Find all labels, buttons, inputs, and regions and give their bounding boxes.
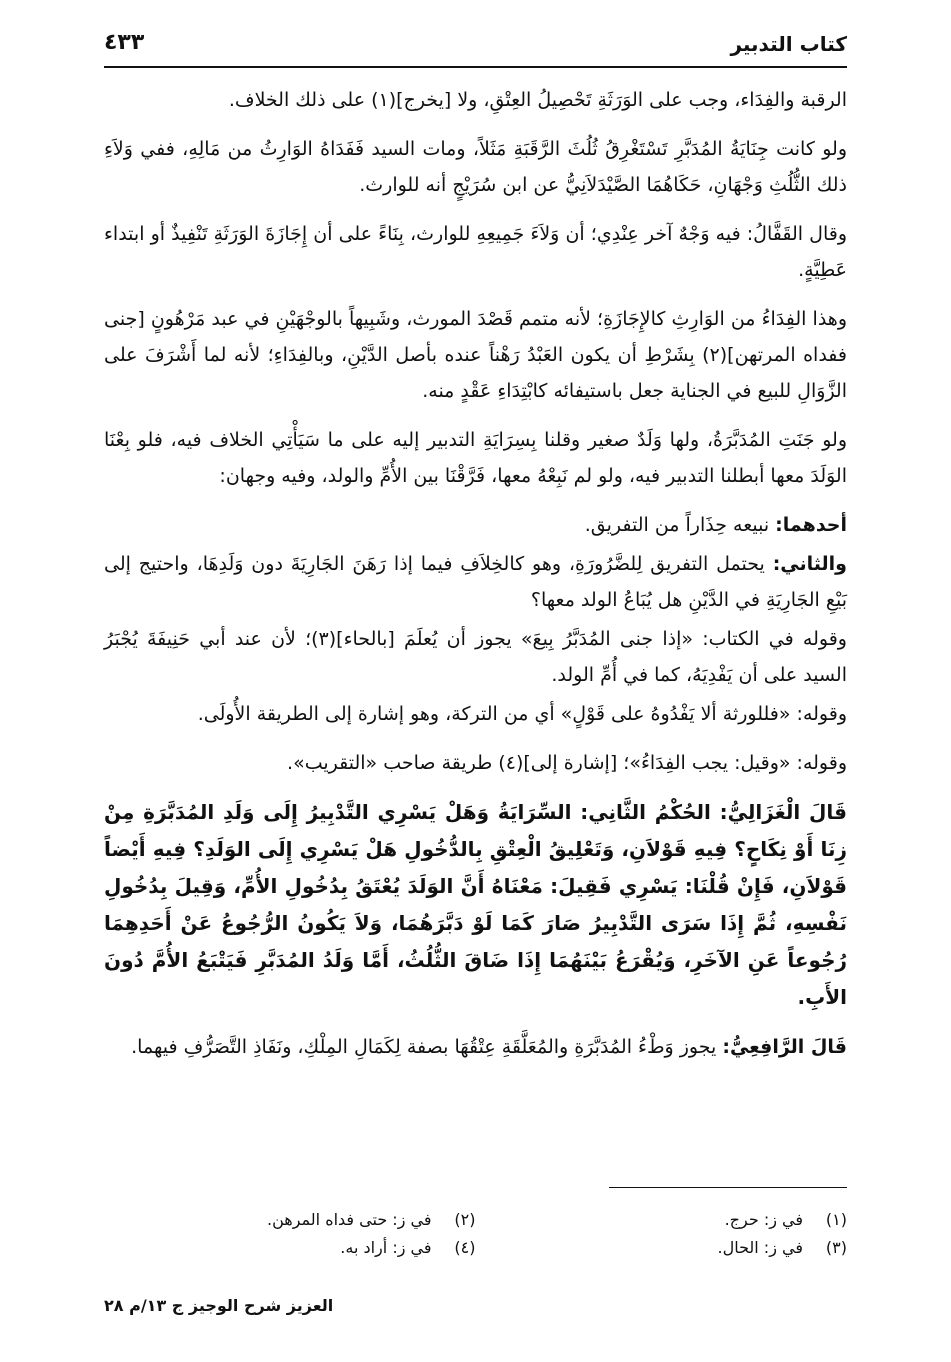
footnote-row [104,1234,847,1262]
paragraph-rafii [104,1029,847,1065]
rafii-lead: قَالَ الرَّافِعِيُّ: [722,1036,847,1058]
first-view-lead: أحدهما: [775,514,847,536]
footnote [104,1206,476,1234]
footnote-row [104,1206,847,1234]
page-footer: العزيز شرح الوجيز ج ١٣/م ٢٨ [104,1296,334,1315]
footnote-text: في ز: حرج. [724,1210,803,1229]
footnote-text: في ز: أراد به. [340,1238,432,1257]
paragraph: الرقبة والفِدَاء، وجب على الوَرَثَةِ تَحْصِيلُ العِتْقِ، ولا [يخرج](١) على ذلك الخلاف. [228,89,847,111]
footnote [476,1206,848,1234]
footnote-number: (٤) [454,1238,476,1257]
rafii-text: يجوز وَطْءُ المُدَبَّرَةِ والمُعَلَّقَةِ عِتْقُهَا بصفة لِكَمَالِ المِلْكِ، ونَفَاذِ التَّصَرُّفِ فيهما. [131,1036,723,1058]
footnote-text: في ز: حتى فداه المرهن. [267,1210,432,1229]
paragraph: وقوله: «وقيل: يجب الفِدَاءُ»؛ [إشارة إلى](٤) طريقة صاحب «التقريب». [287,752,847,774]
ghazali-text: قَالَ الْغَزَالِيُّ: الحُكْمُ الثَّانِي: السِّرَايَةُ وَهَلْ يَسْرِي التَّدْبِيرُ إِلَى وَلَدِ المُدَبَّرَةِ مِنْ زِنَا أَوْ نِكَاحٍ؟ فِيهِ قَوْلاَنِ، وَتَعْلِيقُ الْعِتْقِ بِالدُّخُولِ هَلْ يَسْرِي إِلَى الوَلَدِ؟ فِيهِ أَيْضاً قَوْلاَنِ، فَإِنْ قُلْنَا: يَسْرِي فَقِيلَ: مَعْنَاهُ أَنَّ الوَلَدَ يُعْتَقُ بِدُخُولِ الأُمِّ، وَقِيلَ بِدُخُولِ نَفْسِهِ، ثُمَّ إِذَا سَرَى التَّدْبِيرُ صَارَ كَمَا لَوْ دَبَّرَهُمَا، وَلاَ يَكُونُ الرُّجُوعُ عَنْ أَحَدِهِمَا رُجُوعاً عَنِ الآخَرِ، وَيُقْرَعُ بَيْنَهُمَا إِذَا ضَاقَ الثُّلُثُ، أَمَّا وَلَدُ المُدَبَّرِ فَيَتْبَعُ الأُمَّ دُونَ الأَبِ. [104,800,847,1009]
first-view-text: نبيعه حِذَاراً من التفريق. [584,514,776,536]
paragraph: ولو كانت جِنَايَةُ المُدَبَّرِ تَسْتَغْرِقُ ثُلُثَ الرَّقَبَةِ مَثَلاً، ومات السيد فَفَدَاهُ الوَارِثُ من مَالِهِ، ففي وَلاَءِ ذلك الثُّلُثِ وَجْهَانِ، حَكَاهُمَا الصَّيْدَلاَنِيُّ عن ابن سُرَيْجٍ أنه للوارث. [104,138,847,196]
page-header [104,26,847,66]
paragraph-second-view [104,546,847,618]
footnote [476,1234,848,1262]
paragraph-first-view [104,507,847,543]
second-view-lead: والثاني: [772,553,847,575]
paragraph: وقال القَفَّالُ: فيه وَجْهٌ آخر عِنْدِي؛ أن وَلاَءَ جَمِيعِهِ للوارث، بِنَاءً على أن إِجَازَةَ الوَرَثَةِ تَنْفِيذٌ أو ابتداء عَطِيَّةٍ. [104,223,847,281]
paragraph: وقوله: «فللورثة ألا يَفْدُوهُ على قَوْلٍ» أي من التركة، وهو إشارة إلى الطريقة الأُولَى. [197,703,847,725]
footnote-number: (٢) [454,1210,476,1229]
header-rule [104,66,847,68]
paragraph: وقوله في الكتاب: «إذا جنى المُدَبَّرُ بِيعَ» يجوز أن يُعلَمَ [بالحاء](٣)؛ لأن عند أبي حَنِيفَةَ يُجْبَرُ السيد على أن يَفْدِيَهُ، كما في أُمِّ الولد. [104,628,847,686]
paragraph: ولو جَنَتِ المُدَبَّرَةُ، ولها وَلَدٌ صغير وقلنا بِسِرَايَةِ التدبير إليه على ما سَيَأْتِي الخلاف فيه، فلو بِعْنَا الوَلَدَ معها أبطلنا التدبير فيه، ولو لم نَبِعْهُ معها، فَرَّقْنَا بين الأُمِّ والولد، وفيه وجهان: [104,429,847,487]
second-view-text: يحتمل التفريق لِلضَّرُورَةِ، وهو كالخِلاَفِ فيما إذا رَهَنَ الجَارِيَةَ دون وَلَدِهَا، واحتيج إلى بَيْعِ الجَارِيَةِ في الدَّيْنِ هل يُبَاعُ الولد معها؟ [104,553,847,611]
footnotes [104,1206,847,1262]
main-text [104,82,847,1078]
footnote-text: في ز: الحال. [717,1238,803,1257]
footnote-number: (٣) [825,1238,847,1257]
footnote [104,1234,476,1262]
footnote-number: (١) [825,1210,847,1229]
paragraph: وهذا الفِدَاءُ من الوَارِثِ كالإِجَازَةِ؛ لأنه متمم قَصْدَ المورث، وشَبِيهاً بالوجْهَيْنِ في عبد مَرْهُونٍ [جنى ففداه المرتهن](٢) بِشَرْطِ أن يكون العَبْدُ رَهْناً عنده بأصل الدَّيْنِ، وبالفِدَاءِ؛ لأنه لما أَشْرَفَ على الزَّوَالِ للبيع في الجناية جعل باستيفائه كابْتِدَاءِ عَقْدٍ منه. [104,308,848,402]
page-number: ٤٣٣ [104,30,145,55]
footnote-rule [609,1187,847,1188]
book-title: كتاب التدبير [730,32,847,56]
